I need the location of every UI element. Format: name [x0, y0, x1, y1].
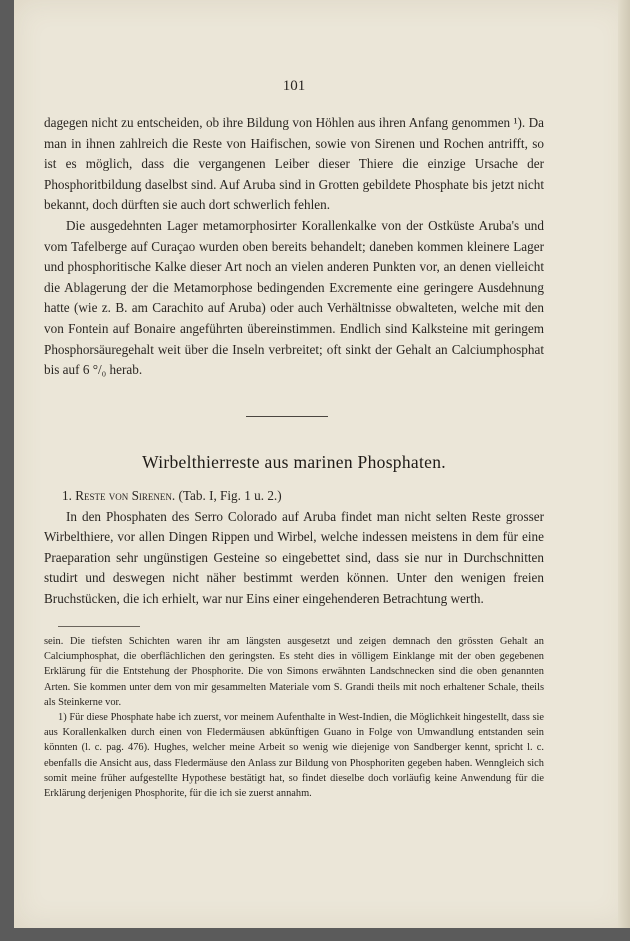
paragraph-continued: dagegen nicht zu entscheiden, ob ihre Bildung von Höhlen aus ihren Anfang genommen ¹). Da man in ihnen zahlreich die Reste von Haifischen, sowie von Sirenen und Rochen antrifft, so ist es möglich, dass die vergangenen Leiber dieser Thiere die einzige Ursache der Phosphoritbildung daselbst sind. Auf Aruba sind in Grotten gebildete Phosphate bis jetzt nicht bekannt, doch dürften sie auch dort schwerlich fehlen. — [44, 115, 544, 213]
page-number: 101 — [282, 78, 306, 94]
subsection-number: 1. — [62, 488, 72, 503]
subsection-reference: (Tab. I, Fig. 1 u. 2.) — [178, 488, 282, 503]
section-text-block — [44, 486, 544, 610]
page-edge — [618, 0, 630, 928]
subsection-name: Reste von Sirenen. — [75, 488, 176, 503]
paragraph-lager: Die ausgedehnten Lager metamorphosirter Korallenkalke von der Ostküste Aruba's und vom Tafelberge auf Curaçao wurden oben bereits behandelt; daneben kommen kleinere Lager und phosphoritische Kalke dieser Art noch an vielen anderen Punkten vor, an denen vielleicht die Ablagerung der die Metamorphose bedingenden Excremente eine geringere Ausdehnung hatte (wie z. B. am Carachito auf Aruba) oder auch Verhältnisse obwalteten, welche mit den von Fontein auf Bonaire angeführten übereinstimmen. Endlich sind Kalksteine mit geringem Phosphorsäuregehalt weit über die Inseln verbreitet; oft sinkt der Gehalt an Calciumphosphat bis auf 6 °/₀ herab. — [44, 217, 544, 378]
section-divider — [246, 416, 328, 417]
subsection-title — [44, 486, 544, 507]
footnote-1: 1) Für diese Phosphate habe ich zuerst, vor meinem Aufenthalte in West-Indien, die Möglichkeit hingestellt, dass sie aus Korallenkalken durch einen von Fledermäusen abkünftigen Guano in Folge von Umwandlung entstanden sein könnten (l. c. pag. 476). Hughes, welcher meine Arbeit so wenig wie diejenige von Sandberger kennt, spricht l. c. ebenfalls die Ansicht aus, dass Fledermäuse den Anlass zur Bildung von Phosphoriten gegeben haben. Wenngleich sich somit meine früher aufgestellte Hypothese bestätigt hat, so findet dieselbe doch vorläufig keine Anwendung für die Erklärung derjenigen Phosphorite, für die ich sie zuerst annahm. — [44, 712, 544, 800]
footnote-continued: sein. Die tiefsten Schichten waren ihr am längsten ausgesetzt und zeigen demnach den grössten Gehalt an Calciumphosphat, die oberflächlichen den geringsten. Es steht dies in völligem Einklange mit der oben gegebenen Erklärung für die Entstehung der Phosphorite. Die von Simons erwähnten Landschnecken sind die oben genannten Arten. Sie kommen unter dem von mir gesammelten Materiale vom S. Grandi theils mit noch erhaltener Schale, theils als Steinkerne vor. — [44, 636, 544, 708]
paragraph-sirenen: In den Phosphaten des Serro Colorado auf Aruba findet man nicht selten Reste grosser Wirbelthiere, vor allen Dingen Rippen und Wirbel, welche indessen meistens in dem für eine Praeparation sehr ungünstigen Gesteine so eingebettet sind, dass sie nur in Durchschnitten studirt und deswegen nicht näher bestimmt werden können. Unter den wenigen freien Bruchstücken, die ich erhielt, war nur Eins einer eingehenderen Betrachtung werth. — [44, 508, 544, 606]
top-text-block — [44, 113, 544, 381]
section-heading: Wirbelthierreste aus marinen Phosphaten. — [142, 452, 446, 472]
footnotes-block — [44, 634, 544, 801]
footnote-rule — [58, 626, 140, 627]
